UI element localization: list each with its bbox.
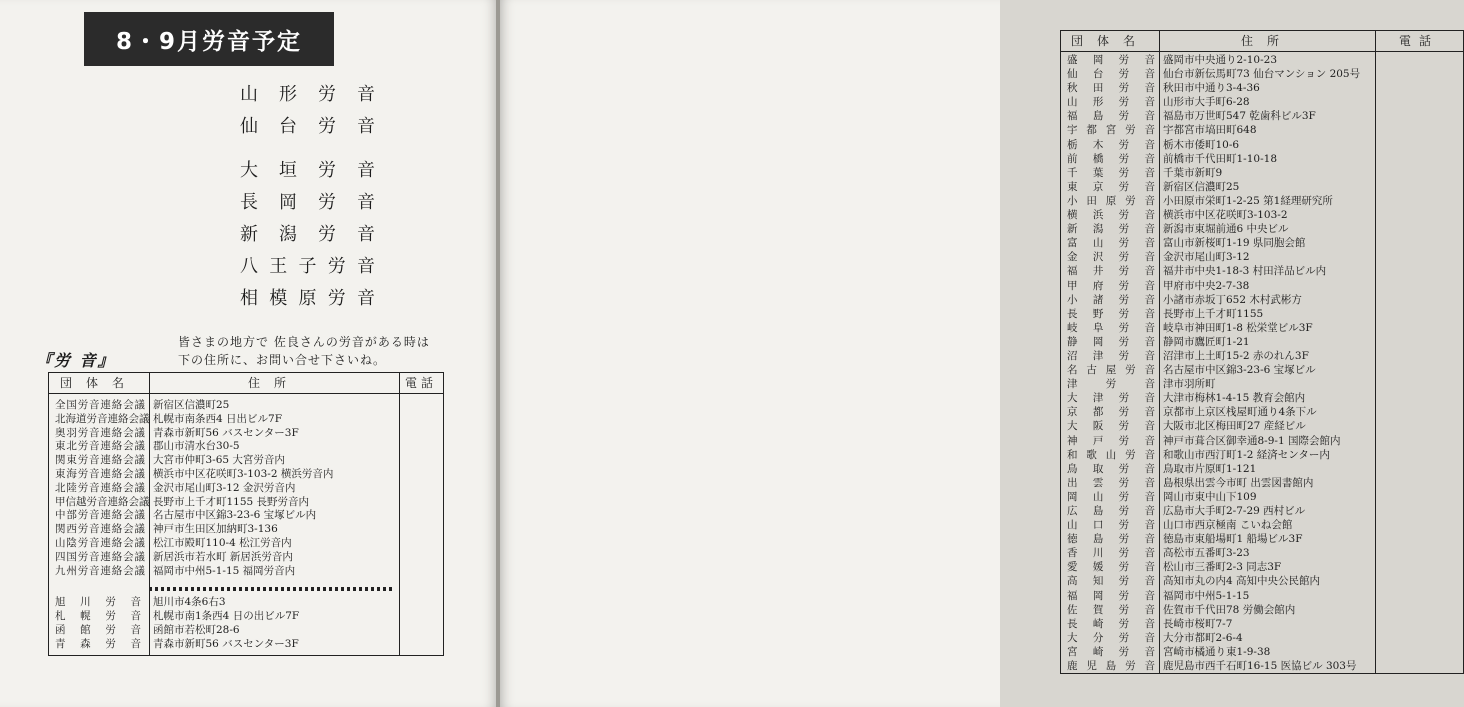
table-row <box>49 565 443 579</box>
table-row <box>1061 419 1463 433</box>
org-address: 宇都宮市塙田町648 <box>1163 124 1257 137</box>
org-name: 四 国 労 音 連 絡 会 議 <box>55 550 145 563</box>
org-address: 盛岡市中央通り2-10-23 <box>1163 54 1277 66</box>
org-name: 福 島 労 音 <box>1067 110 1155 123</box>
org-address: 松山市三番町2-3 同志3F <box>1163 561 1282 574</box>
org-name: 新 潟 労 音 <box>1067 223 1155 236</box>
schedule-venue: 八 王 子 労 音 <box>240 256 375 277</box>
table-body-group-1 <box>49 399 443 578</box>
schedule-venue: 相 模 原 労 音 <box>240 288 375 309</box>
schedule-banner: 8・9月労音予定 <box>84 12 334 66</box>
org-address: 新潟市東堀前通6 中央ビル <box>1163 223 1289 236</box>
org-address: 岡山市東中山下109 <box>1163 490 1257 503</box>
table-row <box>1061 434 1463 448</box>
header-address: 住所 <box>1240 34 1293 48</box>
org-address: 福岡市中州5-1-15 福岡労音内 <box>153 564 296 577</box>
org-address: 山形市大手町6-28 <box>1163 96 1250 109</box>
org-name: 関 西 労 音 連 絡 会 議 <box>55 523 145 536</box>
org-name: 広 島 労 音 <box>1067 505 1155 517</box>
org-address: 津市羽所町 <box>1163 378 1216 391</box>
org-name: 福 岡 労 音 <box>1067 589 1155 602</box>
table-row <box>1061 166 1463 180</box>
org-address: 横浜市中区花咲町3-103-2 <box>1163 209 1288 222</box>
org-address: 京都市上京区栈屋町通り4条下ル <box>1163 406 1317 419</box>
schedule-venue: 仙 台 労 音 <box>240 116 375 137</box>
org-name: 名 古 屋 労 音 <box>1067 364 1155 377</box>
org-address: 栃木市倭町10-6 <box>1163 138 1240 151</box>
org-name: 東 京 労 音 <box>1067 180 1155 193</box>
org-address: 札幌市南1条西4 日の出ビル7F <box>153 610 300 622</box>
table-row <box>1061 264 1463 278</box>
schedule-venue: 長 岡 労 音 <box>240 192 375 213</box>
org-name: 山 形 労 音 <box>1067 96 1155 109</box>
org-name: 青 森 労 音 <box>55 638 141 650</box>
org-name: 沼 津 労 音 <box>1067 349 1155 362</box>
table-row <box>1061 504 1463 518</box>
table-row <box>49 637 443 651</box>
header-org: 団体名 <box>59 376 138 390</box>
org-name: 愛 媛 労 音 <box>1067 561 1155 574</box>
org-address: 新居浜市若水町 新居浜労音内 <box>153 550 293 563</box>
org-name: 北 海 道 労 音 連 絡 会 議 <box>55 412 150 425</box>
org-name: 前 橋 労 音 <box>1067 152 1155 165</box>
org-name: 東 海 労 音 連 絡 会 議 <box>55 467 145 480</box>
org-address: 神戸市生田区加納町3-136 <box>153 523 278 536</box>
org-name: 福 井 労 音 <box>1067 265 1155 278</box>
contact-table-left <box>48 372 444 656</box>
org-address: 和歌山市西汀町1-2 経済センター内 <box>1163 448 1330 461</box>
table-row <box>49 496 443 510</box>
table-row <box>1061 518 1463 532</box>
org-address: 郡山市清水台30-5 <box>153 440 240 453</box>
org-address: 金沢市尾山町3-12 <box>1163 251 1250 264</box>
table-row <box>49 468 443 482</box>
org-address: 岐阜市神田町1-8 松栄堂ビル3F <box>1163 321 1313 334</box>
org-name: 全 国 労 音 連 絡 会 議 <box>55 399 145 411</box>
org-address: 小田原市栄町1-2-25 第1経理研究所 <box>1163 194 1333 207</box>
org-name: 秋 田 労 音 <box>1067 82 1155 95</box>
org-address: 秋田市中通り3-4-36 <box>1163 82 1260 95</box>
org-name: 函 館 労 音 <box>55 624 141 636</box>
org-name: 香 川 労 音 <box>1067 547 1155 560</box>
org-address: 新宿区信濃町25 <box>153 399 230 411</box>
org-name: 山 口 労 音 <box>1067 519 1155 532</box>
table-row <box>1061 194 1463 208</box>
org-name: 神 戸 労 音 <box>1067 434 1155 447</box>
table-row <box>1061 180 1463 194</box>
table-row <box>1061 208 1463 222</box>
table-row <box>1061 109 1463 123</box>
table-row <box>49 482 443 496</box>
org-address: 千葉市新町9 <box>1163 166 1223 179</box>
left-page <box>0 0 497 707</box>
org-name: 東 北 労 音 連 絡 会 議 <box>55 440 145 453</box>
org-address: 佐賀市千代田78 労働会館内 <box>1163 603 1296 616</box>
table-row <box>1061 123 1463 137</box>
org-name: 佐 賀 労 音 <box>1067 603 1155 616</box>
org-address: 徳島市東船場町1 船場ビル3F <box>1163 533 1303 546</box>
org-address: 金沢市尾山町3-12 金沢労音内 <box>153 481 296 494</box>
table-header <box>1061 31 1463 52</box>
org-name: 高 知 労 音 <box>1067 575 1155 588</box>
table-row <box>1061 293 1463 307</box>
org-name: 津 労 音 <box>1067 378 1155 391</box>
org-name: 岐 阜 労 音 <box>1067 321 1155 334</box>
table-row <box>49 595 443 609</box>
table-header <box>49 373 443 394</box>
org-name: 徳 島 労 音 <box>1067 533 1155 546</box>
org-name: 小 諸 労 音 <box>1067 293 1155 306</box>
schedule-venue: 新 潟 労 音 <box>240 224 375 245</box>
table-row <box>1061 490 1463 504</box>
table-row <box>1061 377 1463 391</box>
org-name: 仙 台 労 音 <box>1067 68 1155 81</box>
org-address: 福島市万世町547 乾歯科ビル3F <box>1163 110 1316 123</box>
table-row <box>1061 659 1463 673</box>
org-address: 前橋市千代田町1-10-18 <box>1163 152 1277 165</box>
org-name: 鹿 児 島 労 音 <box>1067 660 1155 673</box>
table-row <box>1061 546 1463 560</box>
notice-line-1: 皆さまの地方で 佐良さんの労音がある時は <box>178 335 430 349</box>
table-row <box>1061 138 1463 152</box>
contact-table-right <box>1060 30 1464 674</box>
org-address: 大阪市北区梅田町27 産経ビル <box>1163 420 1306 433</box>
table-row <box>1061 53 1463 67</box>
table-row <box>1061 560 1463 574</box>
table-row <box>49 413 443 427</box>
table-body <box>1061 53 1463 673</box>
table-row <box>1061 631 1463 645</box>
org-address: 横浜市中区花咲町3-103-2 横浜労音内 <box>153 467 334 480</box>
table-row <box>49 399 443 413</box>
table-row <box>1061 405 1463 419</box>
org-name: 大 阪 労 音 <box>1067 420 1155 433</box>
org-address: 山口市西京極南 こいね会館 <box>1163 519 1293 532</box>
org-address: 島根県出雲今市町 出雲図書館内 <box>1163 476 1314 489</box>
org-address: 長崎市桜町7-7 <box>1163 617 1233 630</box>
org-name: 横 浜 労 音 <box>1067 209 1155 222</box>
org-address: 甲府市中央2-7-38 <box>1163 279 1250 292</box>
org-address: 札幌市南条西4 日出ビル7F <box>153 412 282 425</box>
table-row <box>1061 391 1463 405</box>
org-address: 沼津市上土町15-2 赤のれん3F <box>1163 349 1309 362</box>
table-row <box>1061 250 1463 264</box>
table-row <box>1061 532 1463 546</box>
org-address: 長野市上千才町1155 長野労音内 <box>153 495 310 508</box>
org-name: 出 雲 労 音 <box>1067 476 1155 489</box>
org-name: 中 部 労 音 連 絡 会 議 <box>55 509 145 522</box>
org-address: 静岡市鷹匠町1-21 <box>1163 335 1250 348</box>
table-row <box>1061 363 1463 377</box>
org-address: 松江市殿町110-4 松江労音内 <box>153 536 292 549</box>
org-address: 神戸市葺合区御幸通8-9-1 国際会館内 <box>1163 434 1341 447</box>
table-row <box>1061 152 1463 166</box>
right-page <box>500 0 1439 707</box>
org-name: 北 陸 労 音 連 絡 会 議 <box>55 481 145 494</box>
table-row <box>49 523 443 537</box>
org-name: 山 陰 労 音 連 絡 会 議 <box>55 536 145 549</box>
table-row <box>1061 321 1463 335</box>
org-name: 甲 信 越 労 音 連 絡 会 議 <box>55 495 150 508</box>
table-row <box>49 623 443 637</box>
org-address: 名古屋市中区錦3-23-6 宝塚ビル <box>1163 364 1316 377</box>
org-name: 旭 川 労 音 <box>55 596 141 608</box>
table-row <box>49 537 443 551</box>
org-address: 仙台市新伝馬町73 仙台マンション 205号 <box>1163 68 1361 81</box>
table-row <box>1061 476 1463 490</box>
org-address: 旭川市4条6右3 <box>153 596 226 608</box>
table-row <box>49 440 443 454</box>
table-row <box>1061 307 1463 321</box>
header-phone: 電話 <box>1398 34 1439 48</box>
table-row <box>1061 236 1463 250</box>
org-name: 長 崎 労 音 <box>1067 617 1155 630</box>
table-row <box>49 427 443 441</box>
table-row <box>1061 279 1463 293</box>
table-row <box>49 551 443 565</box>
org-name: 盛 岡 労 音 <box>1067 54 1155 66</box>
org-address: 小諸市赤坂丁652 木村武彬方 <box>1163 293 1302 306</box>
org-address: 鳥取市片原町1-121 <box>1163 462 1257 475</box>
org-name: 札 幌 労 音 <box>55 610 141 622</box>
org-address: 宮崎市橘通り東1-9-38 <box>1163 645 1271 658</box>
org-address: 新宿区信濃町25 <box>1163 180 1240 193</box>
org-address: 福井市中央1-18-3 村田洋品ビル内 <box>1163 265 1327 278</box>
org-name: 長 野 労 音 <box>1067 307 1155 320</box>
notice-line-2: 下の住所に、お問い合せ下さいね。 <box>178 353 387 367</box>
table-row <box>1061 448 1463 462</box>
org-name: 静 岡 労 音 <box>1067 335 1155 348</box>
org-address: 福岡市中州5-1-15 <box>1163 589 1250 602</box>
org-name: 甲 府 労 音 <box>1067 279 1155 292</box>
header-org: 団体名 <box>1070 34 1149 48</box>
table-row <box>1061 589 1463 603</box>
org-address: 長野市上千才町1155 <box>1163 307 1264 320</box>
org-address: 函館市若松町28-6 <box>153 624 240 636</box>
table-row <box>1061 67 1463 81</box>
org-address: 高知市丸の内4 高知中央公民館内 <box>1163 575 1321 588</box>
org-name: 千 葉 労 音 <box>1067 166 1155 179</box>
org-address: 大津市梅林1-4-15 教育会館内 <box>1163 392 1306 405</box>
org-name: 鳥 取 労 音 <box>1067 462 1155 475</box>
org-name: 宮 崎 労 音 <box>1067 645 1155 658</box>
org-name: 小 田 原 労 音 <box>1067 194 1155 207</box>
org-name: 京 都 労 音 <box>1067 406 1155 419</box>
roon-section-label: 『労 音』 <box>36 351 116 370</box>
org-address: 大宮市仲町3-65 大宮労音内 <box>153 454 285 467</box>
org-name: 和 歌 山 労 音 <box>1067 448 1155 461</box>
table-row <box>1061 349 1463 363</box>
org-name: 大 津 労 音 <box>1067 392 1155 405</box>
schedule-venue: 山 形 労 音 <box>240 84 375 105</box>
org-name: 奥 羽 労 音 連 絡 会 議 <box>55 426 145 439</box>
schedule-venue: 大 垣 労 音 <box>240 160 375 181</box>
org-name: 富 山 労 音 <box>1067 237 1155 250</box>
org-address: 名古屋市中区錦3-23-6 宝塚ビル内 <box>153 509 317 522</box>
org-address: 広島市大手町2-7-29 西村ビル <box>1163 505 1306 517</box>
table-row <box>1061 462 1463 476</box>
org-name: 宇 都 宮 労 音 <box>1067 124 1155 137</box>
org-address: 青森市新町56 バスセンター3F <box>153 426 299 439</box>
table-row <box>1061 603 1463 617</box>
table-row <box>1061 95 1463 109</box>
org-name: 金 沢 労 音 <box>1067 251 1155 264</box>
table-row <box>1061 81 1463 95</box>
org-name: 岡 山 労 音 <box>1067 490 1155 503</box>
org-address: 鹿児島市西千石町16-15 医協ビル 303号 <box>1163 660 1357 673</box>
org-address: 高松市五番町3-23 <box>1163 547 1250 560</box>
org-name: 大 分 労 音 <box>1067 631 1155 644</box>
table-row <box>49 509 443 523</box>
org-name: 栃 木 労 音 <box>1067 138 1155 151</box>
table-row <box>1061 335 1463 349</box>
wavy-separator <box>149 587 394 591</box>
table-row <box>49 609 443 623</box>
table-row <box>1061 645 1463 659</box>
header-phone: 電話 <box>404 376 437 390</box>
org-address: 富山市新桜町1-19 県同胞会館 <box>1163 237 1306 250</box>
table-row <box>1061 222 1463 236</box>
table-row <box>49 454 443 468</box>
table-row <box>1061 617 1463 631</box>
table-row <box>1061 574 1463 588</box>
table-body-group-2 <box>49 595 443 651</box>
org-address: 大分市都町2-6-4 <box>1163 631 1243 644</box>
header-address: 住所 <box>247 376 300 390</box>
org-name: 関 東 労 音 連 絡 会 議 <box>55 454 145 467</box>
org-name: 九 州 労 音 連 絡 会 議 <box>55 564 145 577</box>
org-address: 青森市新町56 バスセンター3F <box>153 638 299 650</box>
